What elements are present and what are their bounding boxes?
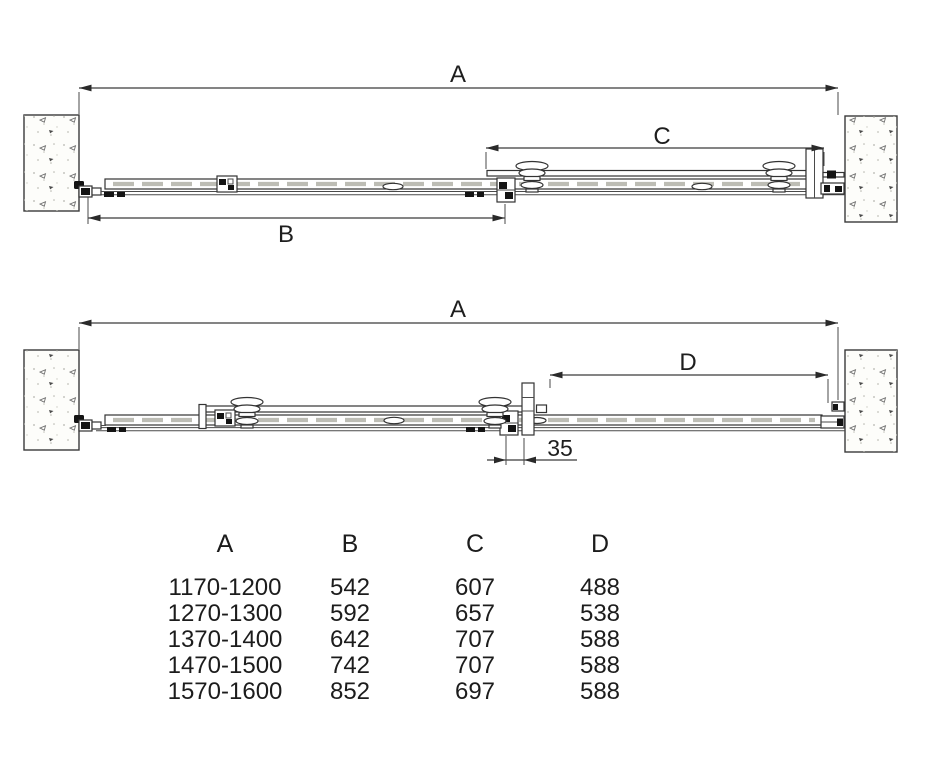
bottom-right-wall-section — [845, 350, 897, 452]
cell-range-a: 1170-1200 — [168, 574, 282, 601]
top-right-wall-section — [845, 116, 897, 222]
cell-value-d: 538 — [579, 600, 621, 627]
size-table-header-row — [150, 531, 650, 557]
cell-value-c: 697 — [454, 678, 496, 705]
column-header-a: A — [216, 530, 234, 558]
top-dimension-b — [88, 197, 505, 248]
top-wall-mount-profile — [74, 181, 106, 197]
top-dim-b-label: B — [277, 221, 295, 248]
table-row — [150, 575, 650, 601]
cell-value-d: 588 — [579, 678, 621, 705]
size-table — [150, 531, 650, 705]
cell-value-b: 542 — [329, 574, 371, 601]
rail-slot — [384, 417, 404, 423]
top-rail-profile — [105, 179, 807, 190]
cell-value-b: 642 — [329, 626, 371, 653]
column-header-d: D — [590, 530, 610, 558]
cell-range-a: 1470-1500 — [167, 652, 283, 679]
bottom-left-wall-section — [24, 350, 79, 450]
cell-value-b: 742 — [329, 652, 371, 679]
rail-slot — [692, 183, 712, 189]
bottom-wall-mount-profile — [74, 415, 106, 431]
top-view-drawing — [24, 61, 897, 248]
bottom-panel-clamp — [215, 410, 235, 426]
offset-35-label: 35 — [547, 435, 573, 461]
cell-value-c: 607 — [454, 574, 496, 601]
rail-slot — [383, 183, 403, 189]
size-table-body — [150, 575, 650, 705]
cell-value-c: 707 — [454, 626, 496, 653]
table-row — [150, 627, 650, 653]
top-dim-a-label: A — [449, 61, 467, 88]
top-door-clamp — [497, 178, 515, 202]
bottom-rail-profile — [105, 415, 822, 425]
cell-range-a: 1570-1600 — [167, 678, 283, 705]
top-left-wall-section — [24, 115, 79, 211]
top-dim-c-label: C — [653, 123, 671, 150]
top-panel-clamp — [217, 176, 237, 192]
bottom-dimension-d — [550, 349, 828, 403]
cell-range-a: 1370-1400 — [167, 626, 283, 653]
bottom-dim-d-label: D — [679, 349, 697, 376]
cell-value-c: 707 — [454, 652, 496, 679]
cell-value-b: 592 — [329, 600, 371, 627]
cell-value-d: 588 — [579, 652, 621, 679]
table-row — [150, 601, 650, 627]
cell-value-c: 657 — [454, 600, 496, 627]
cell-value-b: 852 — [329, 678, 371, 705]
bottom-right-end-assembly — [821, 402, 844, 428]
bottom-dimension-a — [79, 296, 838, 400]
bottom-door-end-cap — [199, 405, 206, 429]
bottom-dim-a-label: A — [449, 296, 467, 323]
table-row — [150, 679, 650, 705]
cell-range-a: 1270-1300 — [167, 600, 283, 627]
bottom-dimension-35-offset — [487, 435, 577, 465]
table-row — [150, 653, 650, 679]
cell-value-d: 588 — [579, 626, 621, 653]
top-dimension-a — [79, 61, 838, 115]
bottom-view-drawing — [24, 296, 897, 465]
cell-value-d: 488 — [579, 574, 621, 601]
column-header-b: B — [341, 530, 359, 558]
column-header-c: C — [465, 530, 485, 558]
top-right-end-assembly — [806, 149, 844, 198]
